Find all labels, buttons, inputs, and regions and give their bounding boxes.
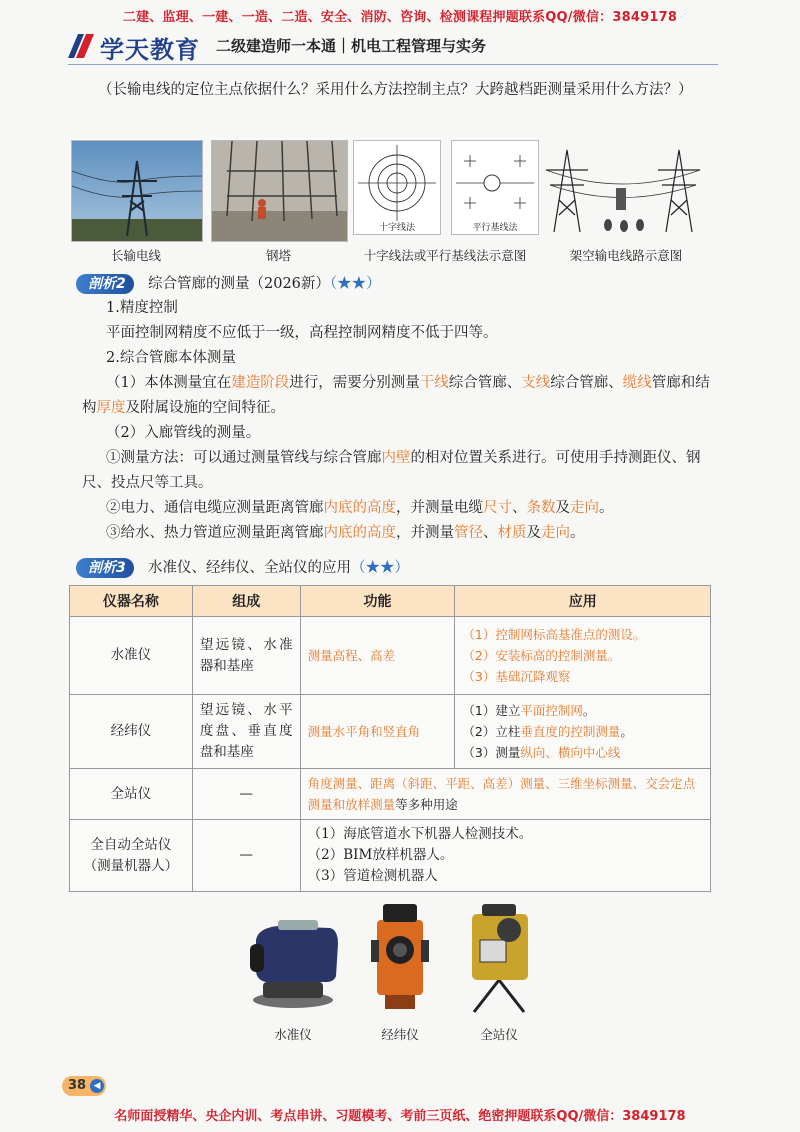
highlight-span: 管径 bbox=[454, 525, 483, 541]
text-span: 。 bbox=[599, 500, 614, 516]
brand-name: 学天教育 bbox=[100, 36, 200, 64]
section-3-title-text: 水准仪、经纬仪、全站仪的应用 bbox=[148, 560, 351, 576]
section-3-stars: （★★） bbox=[351, 560, 409, 576]
section-2-para-5 bbox=[106, 496, 726, 521]
text-span: （3）测量 bbox=[462, 745, 521, 760]
image-theodolite bbox=[365, 900, 435, 1015]
text-span: 管廊和结构 bbox=[82, 375, 710, 416]
highlight-span: 材质 bbox=[497, 525, 527, 541]
table-cell: — bbox=[192, 769, 300, 820]
text-span: 、 bbox=[483, 525, 498, 541]
app-line: （1）海底管道水下机器人检测技术。 bbox=[307, 826, 533, 842]
section-2-para-3: （2）入廊管线的测量。 bbox=[106, 425, 261, 441]
app-line: （2）安装标高的控制测量。 bbox=[462, 648, 621, 663]
photo-power-line bbox=[71, 140, 203, 242]
section-2-title-text: 综合管廊的测量（2026新） bbox=[148, 276, 330, 292]
bottom-promo-banner: 名师面授精华、央企内训、考点串讲、习题模考、考前三页纸、绝密押题联系QQ/微信：3849178 bbox=[114, 1109, 686, 1124]
caption-total-station: 全站仪 bbox=[480, 1027, 518, 1042]
table-cell: 水准仪 bbox=[70, 617, 193, 695]
section-2-title bbox=[148, 272, 381, 297]
text-span: ②电力、通信电缆应测量距离管廊 bbox=[106, 500, 324, 516]
table-row bbox=[70, 695, 711, 769]
table-cell: — bbox=[192, 820, 300, 892]
caption-steel-tower: 钢塔 bbox=[265, 248, 291, 263]
highlight-span: 内底的高度 bbox=[323, 500, 396, 516]
text-span: 进行，需要分别测量 bbox=[289, 375, 420, 391]
highlight-span: 条数 bbox=[526, 500, 556, 516]
app-line: （1）控制网标高基准点的测设。 bbox=[462, 627, 646, 642]
highlight-span: 支线 bbox=[521, 375, 551, 391]
highlight-span: 走向 bbox=[570, 500, 599, 516]
highlight-span: 角度测量、距离（斜距、平距、高差）测量、三维坐标测量、交会定点测量和放样测量 bbox=[307, 776, 696, 812]
name-line: （测量机器人） bbox=[83, 857, 179, 874]
section-2-para-2 bbox=[82, 371, 722, 421]
highlight-span: 干线 bbox=[419, 375, 449, 391]
app-line bbox=[462, 700, 703, 721]
text-span: 等多种用途 bbox=[395, 797, 458, 812]
section-badge-3-label: 剖析3 bbox=[88, 560, 126, 576]
section-badge-3 bbox=[76, 558, 134, 578]
image-level-instrument bbox=[238, 910, 348, 1010]
highlight-span: 平面控制网 bbox=[520, 703, 583, 718]
highlight-span: 纵向、横向中心线 bbox=[520, 745, 621, 760]
highlight-span: 厚度 bbox=[96, 400, 126, 416]
section-2-para-1: 平面控制网精度不应低于一级，高程控制网精度不低于四等。 bbox=[106, 325, 498, 341]
text-span: ，并测量电缆 bbox=[396, 500, 483, 516]
table-header-row bbox=[70, 586, 711, 617]
table-cell: 经纬仪 bbox=[70, 695, 193, 769]
diagram-label-cross-line: 十字线法 bbox=[378, 223, 415, 233]
table-cell bbox=[70, 820, 193, 892]
section-2-para-4 bbox=[82, 446, 722, 496]
highlight-span: 内壁 bbox=[381, 450, 411, 466]
caption-power-line: 长输电线 bbox=[110, 248, 161, 263]
diagram-label-parallel-baseline: 平行基线法 bbox=[472, 223, 518, 233]
top-promo-banner: 二建、监理、一建、一造、二造、安全、消防、咨询、检测课程押题联系QQ/微信：3849178 bbox=[122, 10, 678, 25]
highlight-span: 内底的高度 bbox=[323, 525, 396, 541]
highlight-span: 走向 bbox=[541, 525, 570, 541]
text-span: 及 bbox=[555, 500, 570, 516]
section-2-para-6 bbox=[106, 521, 726, 546]
brand-logo-icon bbox=[66, 32, 96, 60]
table-cell: 测量高程、高差 bbox=[300, 617, 455, 695]
diagram-overhead-line bbox=[542, 140, 704, 235]
text-span: 、 bbox=[512, 500, 527, 516]
table-cell bbox=[455, 695, 711, 769]
caption-cross-parallel-diagram: 十字线法或平行基线法示意图 bbox=[363, 248, 527, 263]
text-span: ①测量方法：可以通过测量管线与综合管廊 bbox=[106, 450, 382, 466]
text-span: （1）本体测量宜在 bbox=[106, 375, 232, 391]
diagram-cross-line-method bbox=[353, 140, 441, 235]
section-3-title bbox=[148, 556, 409, 581]
image-total-station bbox=[454, 900, 544, 1015]
highlight-span: 垂直度的控制测量 bbox=[520, 724, 621, 739]
text-span: 。 bbox=[570, 525, 585, 541]
text-span: 的相对位置关系进行。可使用手持测距仪、钢尺、投点尺等工具。 bbox=[82, 450, 701, 491]
highlight-span: 缆线 bbox=[622, 375, 652, 391]
text-span: 。 bbox=[582, 703, 596, 718]
caption-theodolite: 经纬仪 bbox=[381, 1027, 419, 1042]
table-cell bbox=[300, 769, 710, 820]
table-cell bbox=[455, 617, 711, 695]
text-span: （2）立柱 bbox=[462, 724, 521, 739]
diagram-parallel-baseline-method bbox=[451, 140, 539, 235]
section-2-heading-1: 1.精度控制 bbox=[106, 300, 178, 316]
page-header bbox=[66, 30, 746, 62]
text-span: 综合管廊、 bbox=[448, 375, 522, 391]
intro-question: （长输电线的定位主点依据什么？采用什么方法控制主点？大跨越档距测量采用什么方法？） bbox=[98, 82, 693, 98]
table-header-cell: 组成 bbox=[192, 586, 300, 617]
text-span: ，并测量 bbox=[396, 525, 454, 541]
app-line bbox=[462, 721, 703, 742]
text-span: （1）建立 bbox=[462, 703, 521, 718]
table-row bbox=[70, 769, 711, 820]
section-badge-2-label: 剖析2 bbox=[88, 276, 126, 292]
highlight-span: 建造阶段 bbox=[231, 375, 290, 391]
app-line: （3）基础沉降观察 bbox=[462, 669, 571, 684]
table-cell: 全站仪 bbox=[70, 769, 193, 820]
table-header-cell: 应用 bbox=[455, 586, 711, 617]
table-cell: 测量水平角和竖直角 bbox=[300, 695, 455, 769]
text-span: 及 bbox=[526, 525, 541, 541]
caption-overhead-line: 架空输电线路示意图 bbox=[569, 248, 683, 263]
table-cell bbox=[300, 820, 710, 892]
text-span: 及附属设施的空间特征。 bbox=[125, 400, 285, 416]
highlight-span: 尺寸 bbox=[483, 500, 512, 516]
table-header-cell: 功能 bbox=[300, 586, 455, 617]
app-line bbox=[462, 742, 703, 763]
table-cell: 望远镜、水准器和基座 bbox=[192, 617, 300, 695]
photo-steel-tower bbox=[211, 140, 348, 242]
section-2-stars: （★★） bbox=[329, 276, 381, 292]
name-line: 全自动全站仪 bbox=[90, 836, 172, 853]
table-cell: 望远镜、水平度盘、垂直度盘和基座 bbox=[192, 695, 300, 769]
page-arrow-icon: ◀ bbox=[90, 1079, 104, 1093]
table-row bbox=[70, 617, 711, 695]
table-header-cell: 仪器名称 bbox=[70, 586, 193, 617]
instrument-table bbox=[69, 585, 711, 892]
header-divider bbox=[68, 64, 718, 65]
app-line: （2）BIM放样机器人。 bbox=[307, 847, 454, 863]
table-row bbox=[70, 820, 711, 892]
section-2-heading-2: 2.综合管廊本体测量 bbox=[106, 350, 236, 366]
section-badge-2 bbox=[76, 274, 134, 294]
book-series-title: 二级建造师一本通｜机电工程管理与实务 bbox=[216, 37, 487, 55]
text-span: 。 bbox=[620, 724, 633, 739]
page-number-text: 38 bbox=[68, 1078, 87, 1093]
text-span: 综合管廊、 bbox=[550, 375, 623, 391]
text-span: ③给水、热力管道应测量距离管廊 bbox=[106, 525, 324, 541]
caption-level-instrument: 水准仪 bbox=[274, 1027, 312, 1042]
app-line: （3）管道检测机器人 bbox=[307, 868, 438, 884]
page-number bbox=[62, 1076, 106, 1096]
